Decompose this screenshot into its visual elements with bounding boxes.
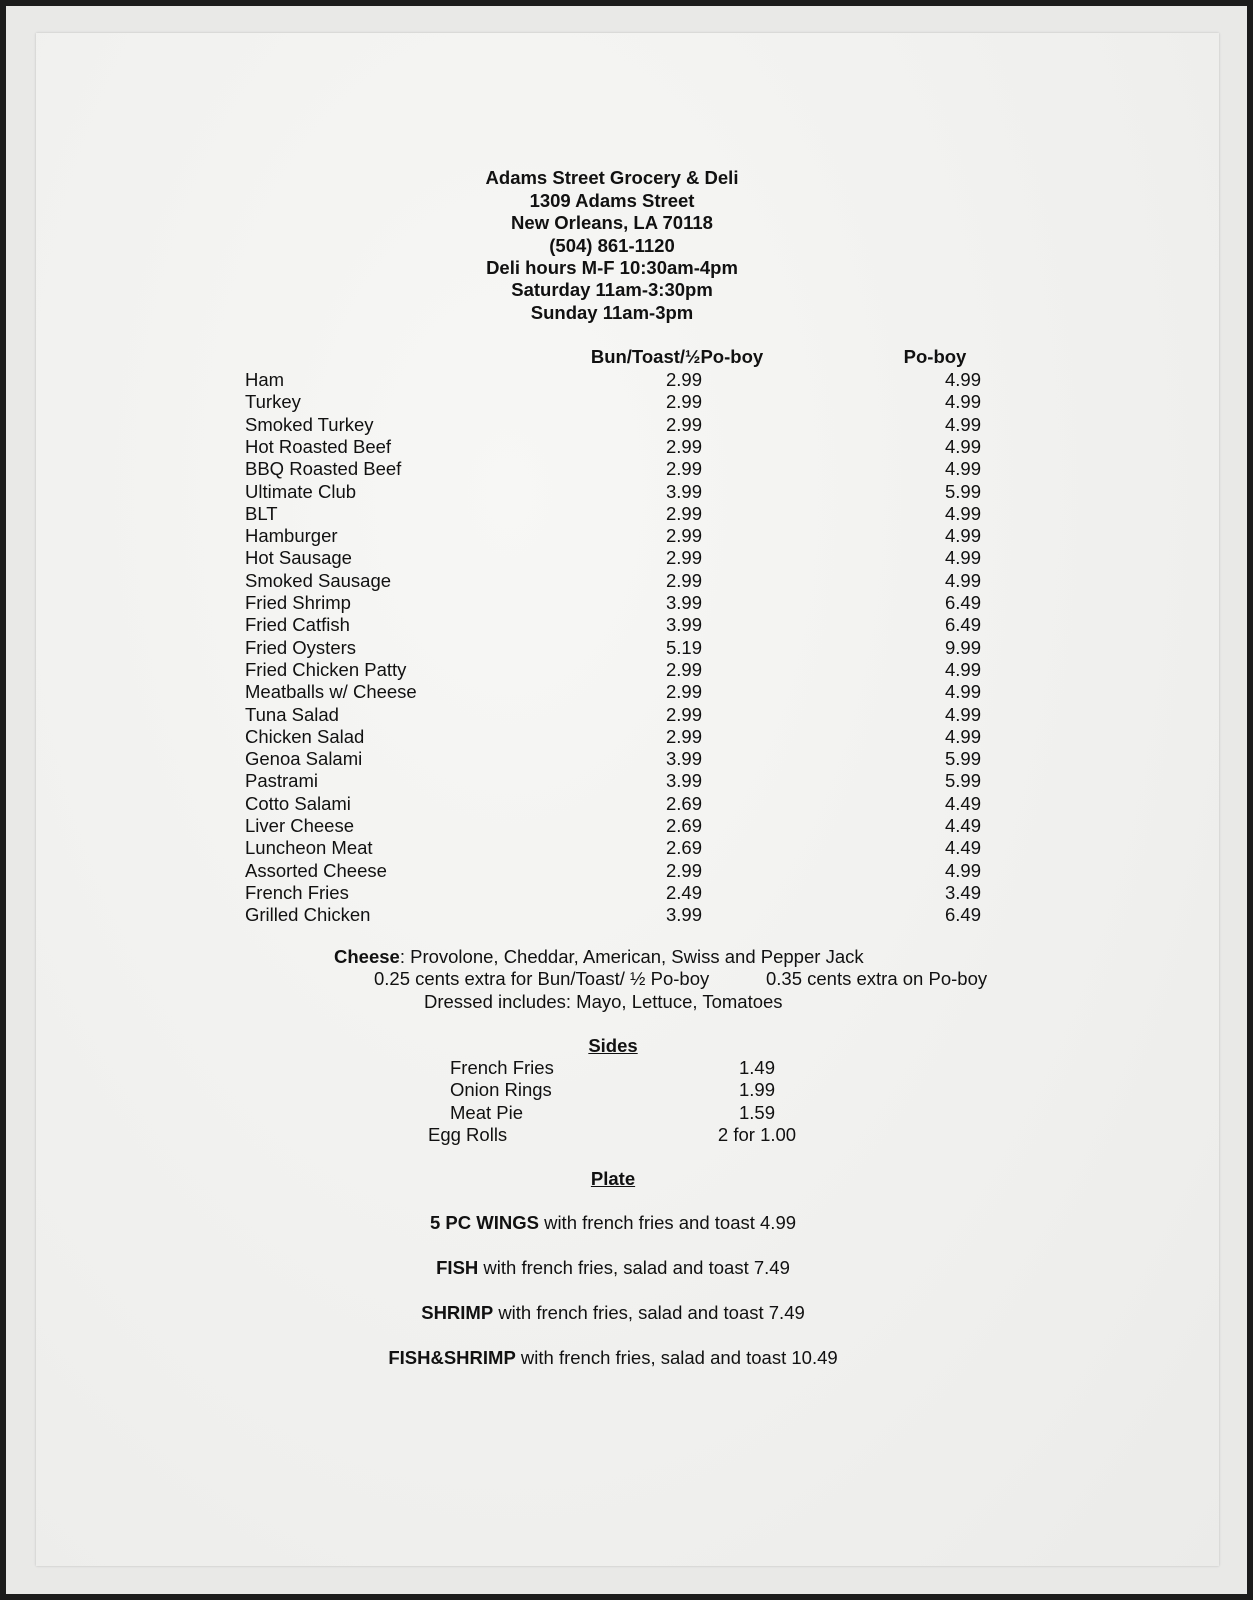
side-name: Meat Pie — [450, 1101, 524, 1123]
item-price-poboy: 4.99 — [944, 658, 981, 680]
store-city: New Orleans, LA 70118 — [511, 212, 713, 233]
item-price-small: 2.99 — [665, 859, 702, 881]
item-name: Meatballs w/ Cheese — [245, 681, 417, 703]
plate-item-desc: with french fries, salad and toast 10.49 — [515, 1347, 838, 1368]
plate-item-desc: with french fries and toast 4.99 — [538, 1212, 797, 1233]
extra-small-note: 0.25 cents extra for Bun/Toast/ ½ Po-boy — [374, 968, 710, 989]
item-price-small: 2.99 — [665, 391, 702, 413]
item-price-poboy: 4.99 — [944, 681, 981, 703]
item-price-poboy: 4.99 — [944, 391, 981, 413]
item-name: Fried Catfish — [245, 614, 350, 636]
plate-item-desc: with french fries, salad and toast 7.49 — [493, 1302, 805, 1323]
item-name: Fried Oysters — [245, 636, 357, 658]
item-name: Turkey — [245, 391, 301, 413]
item-price-small: 3.99 — [665, 614, 702, 636]
plate-item — [421, 1302, 805, 1324]
plate-item-desc: with french fries, salad and toast 7.49 — [478, 1257, 790, 1278]
item-price-small: 2.69 — [665, 815, 702, 836]
item-price-small: 2.69 — [665, 792, 702, 814]
side-price: 1.59 — [738, 1101, 776, 1123]
item-name: BBQ Roasted Beef — [245, 458, 402, 480]
hours-sunday: Sunday 11am-3pm — [530, 302, 694, 323]
item-price-poboy: 4.99 — [944, 502, 981, 524]
item-price-poboy: 4.49 — [944, 815, 981, 836]
store-phone: (504) 861-1120 — [549, 235, 675, 256]
item-name: Cotto Salami — [245, 792, 351, 814]
item-price-poboy: 4.99 — [944, 703, 981, 725]
item-price-small: 2.49 — [665, 881, 702, 903]
item-price-poboy: 4.99 — [944, 725, 981, 747]
item-price-poboy: 5.99 — [944, 748, 981, 770]
item-price-poboy: 4.99 — [944, 525, 981, 547]
item-price-small: 2.99 — [665, 435, 702, 457]
item-name: Ultimate Club — [245, 480, 357, 502]
item-price-small: 2.69 — [665, 837, 702, 859]
item-price-poboy: 4.99 — [944, 547, 981, 569]
item-price-small: 2.99 — [665, 502, 702, 524]
item-price-small: 3.99 — [665, 480, 702, 502]
store-name: Adams Street Grocery & Deli — [485, 167, 739, 188]
item-name: Pastrami — [245, 770, 318, 792]
dressed-note: Dressed includes: Mayo, Lettuce, Tomatoes — [424, 991, 783, 1012]
item-name: Luncheon Meat — [245, 837, 373, 859]
item-name: Smoked Turkey — [245, 413, 374, 435]
item-name: Tuna Salad — [245, 703, 339, 725]
item-price-small: 2.99 — [665, 547, 702, 569]
cheese-label: Cheese — [334, 946, 400, 967]
item-price-poboy: 4.49 — [944, 837, 981, 859]
item-name: Ham — [245, 369, 285, 390]
item-price-small: 2.99 — [665, 413, 702, 435]
item-name: Fried Chicken Patty — [245, 658, 407, 680]
item-price-poboy: 4.99 — [944, 859, 981, 881]
sides-title: Sides — [588, 1035, 638, 1056]
store-address: 1309 Adams Street — [529, 190, 695, 211]
item-price-poboy: 3.49 — [944, 881, 981, 903]
item-name: Liver Cheese — [245, 815, 355, 836]
cheese-line — [334, 946, 864, 968]
item-name: Hot Roasted Beef — [245, 435, 392, 457]
plate-item-name: 5 PC WINGS — [429, 1212, 539, 1233]
item-name: French Fries — [245, 881, 349, 903]
item-price-small: 2.99 — [665, 569, 702, 591]
plate-item-name: FISH — [436, 1257, 479, 1278]
item-price-poboy: 6.49 — [944, 592, 981, 613]
plate-item — [430, 1212, 796, 1234]
item-price-small: 3.99 — [665, 904, 702, 926]
item-name: Hot Sausage — [245, 547, 352, 569]
item-price-poboy: 4.99 — [944, 435, 981, 457]
item-name: Genoa Salami — [245, 748, 363, 770]
side-name: Onion Rings — [450, 1079, 552, 1101]
item-price-small: 3.99 — [665, 748, 702, 770]
item-name: Grilled Chicken — [245, 904, 371, 926]
item-price-poboy: 6.49 — [944, 904, 981, 926]
item-name: Fried Shrimp — [245, 592, 351, 613]
item-price-small: 3.99 — [665, 770, 702, 792]
column-header-small: Bun/Toast/½Po-boy — [590, 346, 764, 367]
plate-item — [436, 1257, 790, 1279]
item-price-poboy: 9.99 — [944, 636, 981, 658]
item-name: Assorted Cheese — [245, 859, 387, 881]
extra-poboy-note: 0.35 cents extra on Po-boy — [766, 968, 988, 989]
item-price-small: 2.99 — [665, 658, 702, 680]
item-price-poboy: 4.99 — [944, 458, 981, 480]
item-name: Hamburger — [245, 525, 338, 547]
plate-title: Plate — [590, 1168, 636, 1189]
item-price-small: 2.99 — [665, 525, 702, 547]
item-price-small: 2.99 — [665, 725, 702, 747]
item-price-small: 2.99 — [665, 681, 702, 703]
hours-saturday: Saturday 11am-3:30pm — [511, 279, 713, 300]
item-name: Chicken Salad — [245, 725, 365, 747]
item-price-poboy: 4.99 — [944, 413, 981, 435]
plate-item-name: FISH&SHRIMP — [388, 1347, 516, 1368]
item-price-small: 2.99 — [665, 703, 702, 725]
item-name: Smoked Sausage — [245, 569, 392, 591]
item-name: BLT — [245, 502, 278, 524]
column-header-poboy: Po-boy — [903, 346, 967, 367]
item-price-poboy: 5.99 — [944, 480, 981, 502]
item-price-poboy: 4.99 — [944, 569, 981, 591]
cheese-list: : Provolone, Cheddar, American, Swiss and Pepper Jack — [399, 946, 864, 967]
plate-item-name: SHRIMP — [421, 1302, 494, 1323]
item-price-small: 2.99 — [665, 369, 702, 390]
item-price-small: 3.99 — [665, 592, 702, 613]
hours-weekday: Deli hours M-F 10:30am-4pm — [486, 257, 738, 278]
side-name: French Fries — [450, 1057, 554, 1078]
item-price-poboy: 4.49 — [944, 792, 981, 814]
side-price: 1.49 — [738, 1057, 776, 1078]
plate-item — [388, 1347, 837, 1369]
side-name: Egg Rolls — [428, 1123, 508, 1145]
item-price-poboy: 4.99 — [944, 369, 981, 390]
item-price-small: 2.99 — [665, 458, 702, 480]
item-price-small: 5.19 — [665, 636, 702, 658]
side-price: 1.99 — [738, 1079, 776, 1101]
side-price: 2 for 1.00 — [717, 1123, 797, 1145]
item-price-poboy: 6.49 — [944, 614, 981, 636]
item-price-poboy: 5.99 — [944, 770, 981, 792]
